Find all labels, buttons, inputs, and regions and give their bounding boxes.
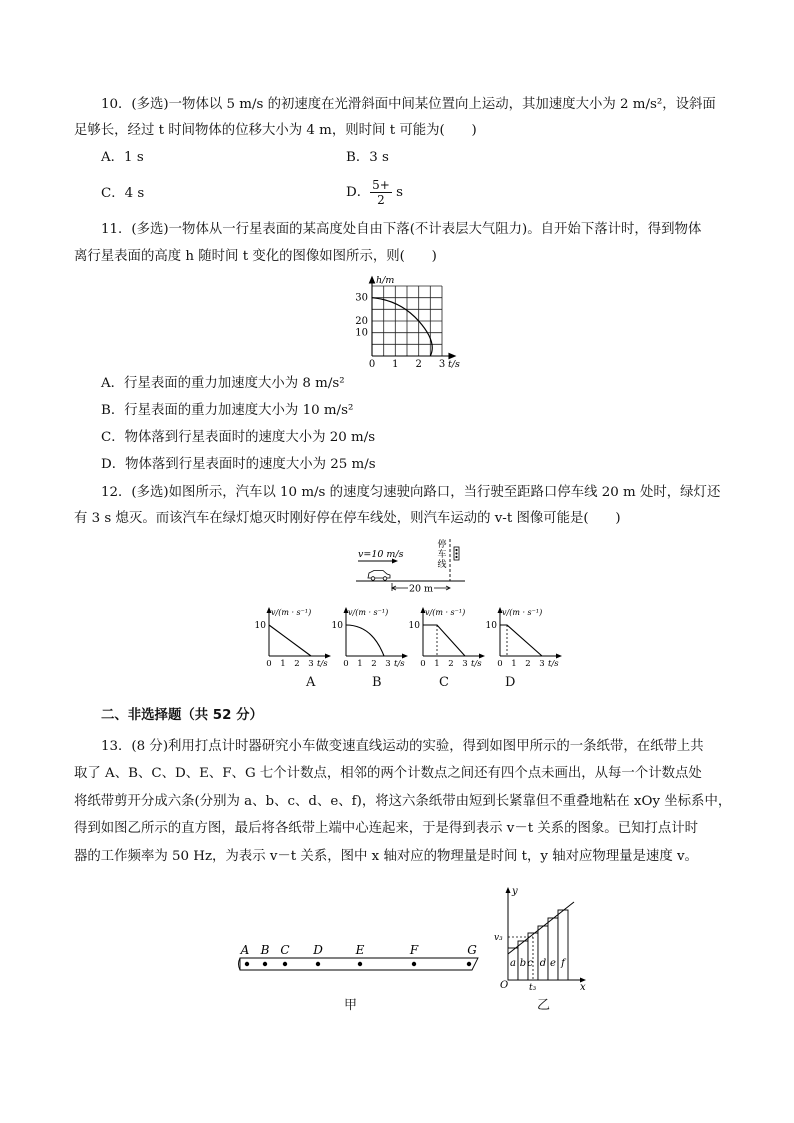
q11-xlabel: t/s (448, 359, 460, 370)
tape-dot (467, 962, 471, 966)
graph-c-y10: 10 (408, 621, 420, 631)
hist-t3-label: t₃ (529, 983, 537, 993)
strip-label-e: e (550, 958, 556, 969)
hist-origin-label: O (500, 980, 509, 991)
graph-b-xtick-3: 3 (385, 659, 391, 669)
graph-c-ylabel: v/(m · s⁻¹) (425, 608, 466, 617)
q11-height-time-graph (345, 272, 465, 370)
q11-stem-line2: 离行星表面的高度 h 随时间 t 变化的图像如图所示，则( ) (74, 249, 437, 264)
q11-ytick-30: 30 (355, 292, 368, 304)
q12-distance-label: 20 m (408, 583, 434, 595)
tape-dot (245, 962, 249, 966)
tape-dot (316, 962, 320, 966)
graph-c-line (423, 625, 465, 656)
q11-option-c: C．物体落到行星表面时的速度大小为 20 m/s (101, 430, 376, 445)
tape-point-label-a: A (240, 943, 250, 957)
tape-dot (283, 962, 287, 966)
tape-point-label-b: B (260, 943, 270, 957)
hist-x-label: x (580, 982, 586, 993)
q11-xtick-1: 1 (392, 359, 399, 370)
q12-stopline-char1: 停 (437, 540, 447, 550)
q11-ytick-20: 20 (355, 315, 368, 327)
tape-point-label-d: D (313, 943, 323, 957)
q13-stem-line2: 取了 A、B、C、D、E、F、G 七个计数点，相邻的两个计数点之间还有四个点未画出，从每一个计数点处 (74, 766, 702, 781)
graph-b-xtick-2: 2 (371, 659, 377, 669)
tape-dot (412, 962, 416, 966)
graph-c-xlabel: t/s (471, 659, 482, 669)
q12-vt-graph-d (485, 604, 574, 669)
fraction-numerator: 5+ (372, 178, 390, 192)
graph-a-xtick-2: 2 (294, 659, 300, 669)
q12-label-b: B (372, 675, 382, 690)
tape-point-label-g: G (467, 943, 477, 957)
graph-d-y10: 10 (485, 621, 497, 631)
graph-b-xtick-0: 0 (343, 659, 349, 669)
q12-stopline-char3: 线 (437, 560, 447, 570)
strip-label-f: f (561, 958, 565, 969)
graph-a-y10: 10 (254, 621, 266, 631)
q10-stem-line1: 10．(多选)一物体以 5 m/s 的初速度在光滑斜面中间某位置向上运动，其加速度大小为 2 m/s²，设斜面 (101, 97, 716, 112)
graph-a-xtick-3: 3 (308, 659, 314, 669)
car-icon (368, 571, 390, 581)
q11-ytick-10: 10 (355, 327, 368, 339)
graph-a-xtick-0: 0 (266, 659, 272, 669)
hist-v3-label: v₃ (494, 933, 503, 943)
graph-d-ylabel: v/(m · s⁻¹) (502, 608, 543, 617)
strip-label-a: a (510, 958, 516, 969)
tape-dot (263, 962, 267, 966)
q11-option-a: A．行星表面的重力加速度大小为 8 m/s² (101, 376, 345, 391)
strip-e (548, 918, 558, 980)
strip-label-c: c (527, 958, 533, 969)
graph-b-y10: 10 (331, 621, 343, 631)
q10-option-d (346, 178, 403, 207)
q11-xtick-0: 0 (368, 359, 376, 370)
q10-option-d-fraction (370, 178, 392, 207)
q10-option-b: B．3 s (346, 150, 389, 165)
tape-dot (358, 962, 362, 966)
q11-xtick-2: 2 (415, 359, 422, 370)
graph-b-ylabel: v/(m · s⁻¹) (348, 608, 389, 617)
q10-option-d-prefix: D． (346, 185, 371, 200)
graph-c-xtick-0: 0 (420, 659, 426, 669)
q12-road-scene (352, 535, 472, 595)
q10-option-d-unit: s (396, 185, 403, 200)
q13-stem-line3: 将纸带剪开分成六条(分别为 a、b、c、d、e、f)，将这六条纸带由短到长紧靠但不重叠地粘在 xOy 坐标系中， (74, 794, 732, 809)
graph-c-xtick-3: 3 (462, 659, 468, 669)
caption-yi: 乙 (537, 998, 551, 1013)
graph-a-xtick-1: 1 (280, 659, 286, 669)
graph-a-ylabel: v/(m · s⁻¹) (271, 608, 312, 617)
q13-histogram-figure (484, 882, 594, 992)
q13-stem-line5: 器的工作频率为 50 Hz，为表示 v－t 关系，图中 x 轴对应的物理量是时间 t，y 轴对应物理量是速度 v。 (74, 849, 698, 864)
graph-b-xlabel: t/s (394, 659, 405, 669)
q12-stem-line2: 有 3 s 熄灭。而该汽车在绿灯熄灭时刚好停在停车线处，则汽车运动的 v-t 图像可能是( ) (74, 511, 621, 526)
q10-option-a: A．1 s (101, 150, 144, 165)
tape-point-label-f: F (409, 943, 419, 957)
graph-d-xtick-3: 3 (539, 659, 545, 669)
graph-d-xtick-2: 2 (525, 659, 531, 669)
q12-vt-graph-c (408, 604, 497, 669)
q12-stopline-char2: 车 (437, 550, 447, 560)
graph-a-xlabel: t/s (317, 659, 328, 669)
q12-label-c: C (439, 675, 449, 690)
q11-xtick-3: 3 (438, 359, 446, 370)
q13-paper-tape-figure (232, 938, 488, 974)
q10-option-c: C．4 s (101, 186, 145, 201)
strip-label-d: d (539, 958, 547, 969)
q12-label-a: A (306, 675, 316, 690)
graph-b-xtick-1: 1 (357, 659, 363, 669)
q12-speed-label: v=10 m/s (358, 549, 404, 560)
tape-point-label-e: E (355, 943, 365, 957)
q11-stem-line1: 11．(多选)一物体从一行星表面的某高度处自由下落(不计表层大气阻力)。自开始下落计时，得到物体 (101, 222, 702, 237)
q11-ylabel: h/m (376, 275, 395, 286)
q11-option-b: B．行星表面的重力加速度大小为 10 m/s² (101, 403, 354, 418)
graph-a-line (269, 625, 311, 656)
caption-jia: 甲 (344, 998, 358, 1013)
q12-vt-graph-b (331, 604, 420, 669)
graph-d-xlabel: t/s (548, 659, 559, 669)
strip-c (528, 933, 538, 980)
q12-stem-line1: 12．(多选)如图所示，汽车以 10 m/s 的速度匀速驶向路口，当行驶至距路口停车线 20 m 处时，绿灯还 (101, 485, 721, 500)
hist-y-label: y (512, 886, 518, 897)
traffic-light-icon (454, 547, 459, 560)
fraction-denominator: 2 (377, 193, 385, 207)
q13-stem-line1: 13．(8 分)利用打点计时器研究小车做变速直线运动的实验，得到如图甲所示的一条纸带，在纸带上共 (101, 739, 704, 754)
strip-f (558, 910, 568, 980)
q11-option-d: D．物体落到行星表面时的速度大小为 25 m/s (101, 457, 376, 472)
graph-c-xtick-2: 2 (448, 659, 454, 669)
q12-vt-graph-a (254, 604, 343, 669)
q10-stem-line2: 足够长，经过 t 时间物体的位移大小为 4 m，则时间 t 可能为( ) (74, 123, 477, 138)
graph-d-xtick-1: 1 (511, 659, 517, 669)
section-2-title: 二、非选择题（共 52 分） (101, 708, 263, 723)
graph-b-curve (346, 625, 384, 656)
graph-d-xtick-0: 0 (497, 659, 503, 669)
strip-label-b: b (519, 958, 527, 969)
graph-c-xtick-1: 1 (434, 659, 440, 669)
q13-stem-line4: 得到如图乙所示的直方图，最后将各纸带上端中心连起来，于是得到表示 v－t 关系的图象。已知打点计时 (74, 821, 699, 836)
tape-point-label-c: C (280, 943, 290, 957)
fall-curve (372, 298, 432, 356)
graph-d-line (500, 625, 542, 656)
strip-d (538, 926, 548, 980)
q12-label-d: D (505, 675, 516, 690)
